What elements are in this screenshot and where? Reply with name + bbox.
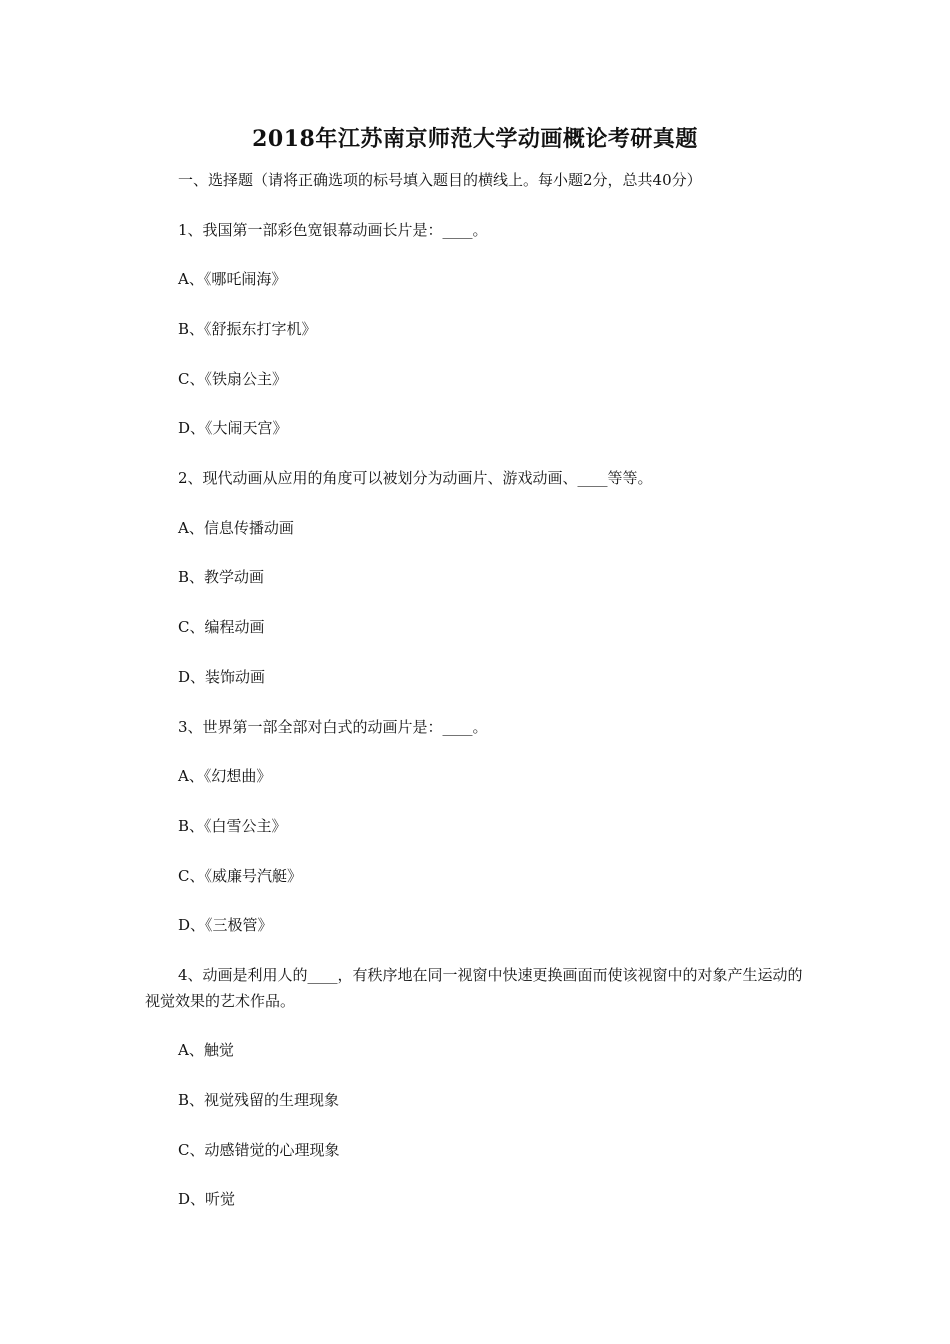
question-4-option-a: A、触觉 [178,1041,234,1059]
question-1-option-c: C、《铁扇公主》 [178,370,287,388]
question-4-stem: 4、动画是利用人的____，有秩序地在同一视窗中快速更换画面而使该视窗中的对象产生运动的视觉效果的艺术作品。 [145,966,803,1010]
question-1-option-d: D、《大闹天宫》 [178,419,288,437]
question-2-stem: 2、现代动画从应用的角度可以被划分为动画片、游戏动画、____等等。 [178,469,653,487]
question-2-option-c: C、编程动画 [178,618,265,636]
question-1-option-a: A、《哪吒闹海》 [178,270,287,288]
question-4-option-b: B、视觉残留的生理现象 [178,1091,340,1109]
question-2-option-b: B、教学动画 [178,568,265,586]
question-3-option-a: A、《幻想曲》 [178,767,272,785]
question-2-option-d: D、装饰动画 [178,668,266,686]
question-4-option-c: C、动感错觉的心理现象 [178,1141,340,1159]
question-2-option-a: A、信息传播动画 [178,519,294,537]
question-3-stem: 3、世界第一部全部对白式的动画片是：____。 [178,718,488,736]
document-title: 2018年江苏南京师范大学动画概论考研真题 [252,126,698,152]
section-heading: 一、选择题（请将正确选项的标号填入题目的横线上。每小题2分，总共40分） [178,171,702,189]
question-1-stem: 1、我国第一部彩色宽银幕动画长片是：____。 [178,221,488,239]
question-3-option-c: C、《威廉号汽艇》 [178,867,302,885]
question-4-option-d: D、听觉 [178,1190,236,1208]
question-3-option-d: D、《三极管》 [178,916,273,934]
question-1-option-b: B、《舒振东打字机》 [178,320,317,338]
question-3-option-b: B、《白雪公主》 [178,817,287,835]
